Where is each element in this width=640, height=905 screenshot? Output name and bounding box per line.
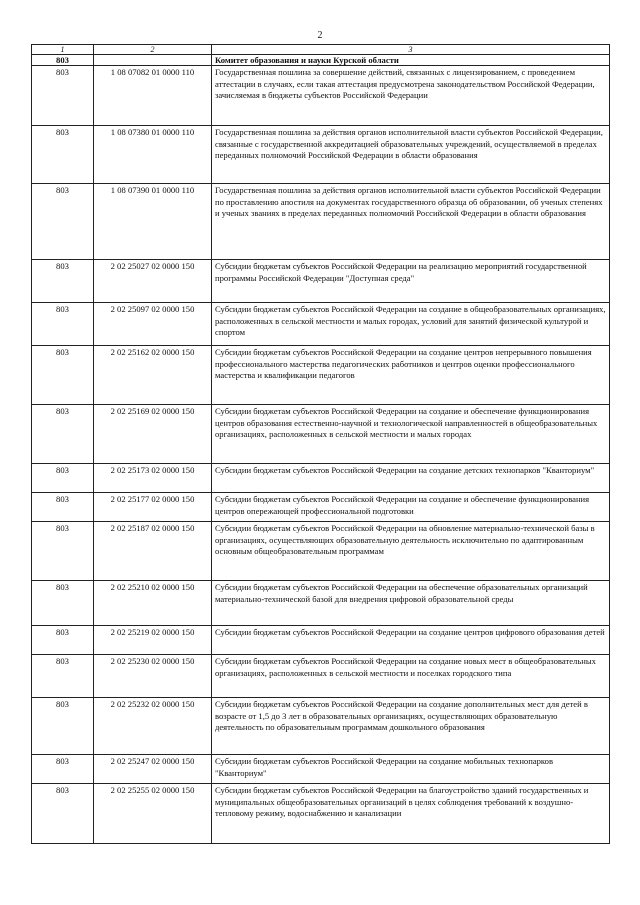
table-row [32,655,610,698]
table-row [32,626,610,655]
table-row [32,755,610,784]
admin-code-cell: 803 [32,184,94,260]
description-cell: Субсидии бюджетам субъектов Российской Федерации на создание и обеспечение функционирования центров опережающей профессиональной подготовки [212,493,610,522]
revenue-code-cell: 2 02 25247 02 0000 150 [94,755,212,784]
description-cell: Субсидии бюджетам субъектов Российской Федерации на создание и обеспечение функционирования центров образования естественно-научной и технологической направленностей в общеобразовательных организациях, расположенных в сельской местности и малых городах [212,405,610,464]
table-row [32,346,610,405]
page-number: 2 [317,30,323,41]
admin-code-cell: 803 [32,405,94,464]
column-number-2: 2 [94,45,212,55]
revenue-code-cell: 2 02 25255 02 0000 150 [94,784,212,844]
revenue-code-cell: 2 02 25173 02 0000 150 [94,464,212,493]
table-row [32,405,610,464]
admin-code-cell: 803 [32,522,94,581]
table-row [32,522,610,581]
description-cell: Субсидии бюджетам субъектов Российской Федерации на создание центров цифрового образования детей [212,626,610,655]
admin-code-cell: 803 [32,346,94,405]
admin-code-cell: 803 [32,493,94,522]
revenue-code-cell: 2 02 25097 02 0000 150 [94,303,212,346]
admin-code-cell: 803 [32,303,94,346]
admin-code-cell: 803 [32,260,94,303]
revenue-code-cell: 1 08 07390 01 0000 110 [94,184,212,260]
admin-code-cell: 803 [32,126,94,184]
table-row [32,698,610,755]
revenue-code-cell: 2 02 25187 02 0000 150 [94,522,212,581]
description-cell: Государственная пошлина за действия органов исполнительной власти субъектов Российской Федерации по проставлению апостиля на документах государственного образца об образовании, об ученых степенях и ученых званиях в пределах переданных полномочий Российской Федерации в области образования [212,184,610,260]
admin-code-cell: 803 [32,581,94,626]
section-name: Комитет образования и науки Курской области [212,55,610,66]
table-row [32,581,610,626]
table-row [32,126,610,184]
description-cell: Субсидии бюджетам субъектов Российской Федерации на обновление материально-технической базы в организациях, осуществляющих образовательную деятельность исключительно по адаптированным основным общеобразовательным программам [212,522,610,581]
revenue-code-cell: 2 02 25169 02 0000 150 [94,405,212,464]
description-cell: Государственная пошлина за действия органов исполнительной власти субъектов Российской Федерации, связанные с государственной аккредитацией образовательных учреждений, осуществляемой в пределах переданных полномочий Российской Федерации в области образования [212,126,610,184]
revenue-code-cell: 2 02 25210 02 0000 150 [94,581,212,626]
section-empty-cell [94,55,212,66]
table-row [32,66,610,126]
table-row [32,184,610,260]
description-cell: Субсидии бюджетам субъектов Российской Федерации на обеспечение образовательных организаций материально-технической базой для внедрения цифровой образовательной среды [212,581,610,626]
table-row [32,303,610,346]
description-cell: Субсидии бюджетам субъектов Российской Федерации на благоустройство зданий государственных и муниципальных общеобразовательных организаций в целях соблюдения требований к воздушно-тепловому режиму, водоснабжению и канализации [212,784,610,844]
table-row [32,260,610,303]
admin-code-cell: 803 [32,626,94,655]
description-cell: Государственная пошлина за совершение действий, связанных с лицензированием, с проведением аттестации в случаях, если такая аттестация предусмотрена законодательством Российской Федерации, зачисляемая в бюджеты субъектов Российской Федерации [212,66,610,126]
admin-code-cell: 803 [32,464,94,493]
description-cell: Субсидии бюджетам субъектов Российской Федерации на создание новых мест в общеобразовательных организациях, расположенных в сельской местности и поселках городского типа [212,655,610,698]
revenue-code-cell: 1 08 07380 01 0000 110 [94,126,212,184]
table-row [32,784,610,844]
column-number-1: 1 [32,45,94,55]
description-cell: Субсидии бюджетам субъектов Российской Федерации на реализацию мероприятий государственной программы Российской Федерации "Доступная среда" [212,260,610,303]
section-code: 803 [32,55,94,66]
section-header-row [32,55,610,66]
description-cell: Субсидии бюджетам субъектов Российской Федерации на создание центров непрерывного повышения профессионального мастерства педагогических работников и центров оценки профессионального мастерства и квалификации педагогов [212,346,610,405]
table-row [32,493,610,522]
admin-code-cell: 803 [32,66,94,126]
revenue-code-cell: 2 02 25230 02 0000 150 [94,655,212,698]
admin-code-cell: 803 [32,698,94,755]
revenue-code-cell: 1 08 07082 01 0000 110 [94,66,212,126]
revenue-code-cell: 2 02 25177 02 0000 150 [94,493,212,522]
table-row [32,464,610,493]
description-cell: Субсидии бюджетам субъектов Российской Федерации на создание мобильных технопарков "Кванториум" [212,755,610,784]
admin-code-cell: 803 [32,784,94,844]
revenue-code-cell: 2 02 25027 02 0000 150 [94,260,212,303]
column-number-3: 3 [212,45,610,55]
revenue-codes-table [31,44,610,844]
description-cell: Субсидии бюджетам субъектов Российской Федерации на создание дополнительных мест для детей в возрасте от 1,5 до 3 лет в образовательных организациях, осуществляющих образовательную деятельность по образовательным программам дошкольного образования [212,698,610,755]
description-cell: Субсидии бюджетам субъектов Российской Федерации на создание детских технопарков "Кванториум" [212,464,610,493]
admin-code-cell: 803 [32,755,94,784]
column-number-row [32,45,610,55]
admin-code-cell: 803 [32,655,94,698]
revenue-code-cell: 2 02 25162 02 0000 150 [94,346,212,405]
revenue-code-cell: 2 02 25219 02 0000 150 [94,626,212,655]
description-cell: Субсидии бюджетам субъектов Российской Федерации на создание в общеобразовательных организациях, расположенных в сельской местности и малых городах, условий для занятий физической культурой и спортом [212,303,610,346]
revenue-code-cell: 2 02 25232 02 0000 150 [94,698,212,755]
